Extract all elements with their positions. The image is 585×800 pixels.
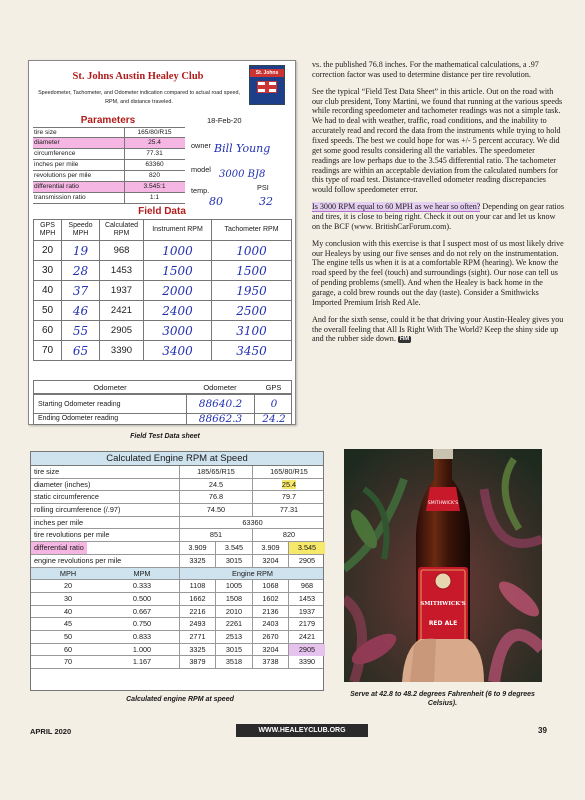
- table-row: [31, 618, 323, 631]
- table-cell: 70: [63, 657, 73, 667]
- highlighted-question: Is 3000 RPM equal to 60 MPH as we hear so often?: [312, 202, 481, 212]
- table-row: [31, 606, 323, 619]
- field-test-data-sheet: [28, 60, 296, 425]
- table-row: [31, 656, 323, 669]
- col-header: GPS MPH: [34, 220, 62, 241]
- table-cell: 3015: [215, 644, 252, 656]
- col-header: Speedo MPH: [62, 220, 100, 241]
- calc-table-title: Calculated Engine RPM at Speed: [31, 452, 323, 466]
- paragraph: Is 3000 RPM equal to 60 MPH as we hear so often? Depending on gear ratios and tires, it is close to being right. Check it out on your car and let us know on the BCF (www. BritishCarForum.com).: [312, 202, 564, 231]
- table-cell: 1662: [179, 593, 215, 605]
- table-cell: 3204: [252, 644, 288, 656]
- table-cell: 1508: [215, 593, 252, 605]
- table-cell: 1108: [179, 580, 215, 592]
- param-row: inches per mile 63360: [33, 160, 185, 171]
- param-row-diameter: diameter 25.4: [33, 138, 185, 149]
- temp-value: 80: [209, 195, 223, 208]
- param-row-differential: differential ratio 3.545:1: [33, 182, 185, 193]
- parameters-title: Parameters: [33, 115, 183, 128]
- table-cell: 2403: [252, 618, 288, 630]
- table-cell: 2513: [215, 631, 252, 643]
- table-row-tire-revs: tire revolutions per mile 851 820: [31, 529, 323, 542]
- table-row: 40 37 1937 2000 1950: [34, 281, 292, 301]
- sheet-date: 18-Feb-20: [207, 116, 242, 125]
- hm-end-mark-icon: HM: [399, 335, 410, 342]
- paragraph: And for the sixth sense, could it be that driving your Austin-Healey gives you the overall feeling that All Is Right With The World? Keep the shiny side up and the rubber side down. HM: [312, 314, 564, 344]
- union-jack-icon: [257, 81, 277, 93]
- table-row: 50 46 2421 2400 2500: [34, 301, 292, 321]
- model-value: 3000 BJ8: [219, 169, 266, 180]
- table-cell: 1.000: [132, 644, 152, 654]
- issue-date: APRIL 2020: [30, 727, 72, 736]
- table-row: 60 55 2905 3000 3100: [34, 321, 292, 341]
- speed-header-row: MPH MPM Engine RPM: [31, 568, 323, 581]
- param-row: revolutions per mile 820: [33, 171, 185, 182]
- table-cell: 2493: [179, 618, 215, 630]
- table-cell: 2136: [252, 606, 288, 618]
- table-row-differential: differential ratio 3.909 3.545 3.909 3.545: [31, 542, 323, 555]
- table-cell: 3738: [252, 656, 288, 668]
- table-cell: 2010: [215, 606, 252, 618]
- psi-label: PSI: [257, 183, 269, 192]
- table-row-tire-size: tire size 185/65/R15 165/80/R15: [31, 466, 323, 479]
- table-cell: 2905: [288, 644, 325, 656]
- club-website-link[interactable]: WWW.HEALEYCLUB.ORG: [236, 724, 368, 737]
- table-row: 30 28 1453 1500 1500: [34, 261, 292, 281]
- brand-label: SMITHWICK'S: [420, 601, 466, 607]
- field-data-title: Field Data: [138, 206, 186, 217]
- table-cell: 3325: [179, 644, 215, 656]
- table-cell: 45: [63, 619, 73, 629]
- page-number: 39: [538, 726, 547, 735]
- param-row: transmission ratio 1:1: [33, 193, 185, 204]
- photo-caption: Serve at 42.8 to 48.2 degrees Fahrenheit (6 to 9 degrees Celsius).: [350, 691, 535, 708]
- table-cell: 1068: [252, 580, 288, 592]
- table-row: [31, 580, 323, 593]
- col-header: Instrument RPM: [144, 220, 212, 241]
- odometer-header-row: Odometer Odometer GPS: [33, 380, 292, 394]
- owner-label: owner: [191, 141, 211, 150]
- table-cell: 1453: [288, 593, 325, 605]
- photo-illustration: [344, 449, 542, 682]
- table-row-static: static circumference 76.8 79.7: [31, 491, 323, 504]
- table-cell: 40: [63, 606, 73, 616]
- table-row-rolling: rolling circumference (/.97) 74.50 77.31: [31, 504, 323, 517]
- table-cell: 3390: [288, 656, 325, 668]
- table-cell: 0.333: [132, 581, 152, 591]
- owner-value: Bill Young: [214, 142, 271, 155]
- col-header: Calculated RPM: [100, 220, 144, 241]
- calc-table-caption: Calculated engine RPM at speed: [126, 696, 234, 703]
- table-row: 70 65 3390 3400 3450: [34, 341, 292, 361]
- paragraph: vs. the published 76.8 inches. For the mathematical calculations, a .97 correction factor was used to determine distance per tire revolution.: [312, 60, 539, 79]
- table-row-inches-per-mile: inches per mile 63360: [31, 517, 323, 530]
- field-sheet-caption: Field Test Data sheet: [130, 433, 200, 440]
- sheet-description: Speedometer, Tachometer, and Odometer indication compared to actual road speed, RPM, and distance traveled.: [38, 90, 240, 105]
- table-cell: 2421: [288, 631, 325, 643]
- table-cell: 50: [63, 631, 73, 641]
- paragraph: My conclusion with this exercise is that I suspect most of us most likely drive our Healeys by using our five senses and do not rely on the instrumentation. The engine tells us when it is at a comfortable RPM (hearing). We know the road speed by the feel (touch) and surroundings (sight). Our nose can tell us of pending problems (smell). And when the Healey is back home in the garage, a cold brew rounds out the day (taste). Consider a Smithwicks Imported Premium Irish Red Ale.: [312, 238, 564, 307]
- table-cell: 60: [63, 644, 73, 654]
- table-cell: 3879: [179, 656, 215, 668]
- table-cell: 0.750: [132, 619, 152, 629]
- table-cell: 2771: [179, 631, 215, 643]
- speed-rows: [31, 580, 323, 669]
- table-cell: 0.500: [132, 593, 152, 603]
- club-badge-logo: St. Johns: [249, 65, 285, 105]
- table-row: [31, 644, 323, 657]
- table-cell: 2670: [252, 631, 288, 643]
- psi-value: 32: [259, 195, 273, 208]
- model-label: model: [191, 165, 211, 174]
- ending-odometer-row: Ending Odometer reading 88662.3 24.2: [33, 414, 292, 425]
- field-data-table: [33, 219, 292, 361]
- table-cell: 20: [63, 581, 73, 591]
- table-cell: 3518: [215, 656, 252, 668]
- table-cell: 1005: [215, 580, 252, 592]
- table-cell: 1937: [288, 606, 325, 618]
- starting-odometer-row: Starting Odometer reading 88640.2 0: [33, 394, 292, 414]
- param-row: tire size 165/80/R15: [33, 127, 185, 138]
- table-row: [31, 631, 323, 644]
- paragraph: See the typical “Field Test Data Sheet” in this article. Out on the road with our club president, Tony Martini, we found that running at the various speeds while recording speedometer and tachometer readings was not a simple task. We had to deal with weather, traffic, road conditions, and the inability to accurately read and record the data from the instruments while trying to hold fixed speeds. The best we could hope for was +/- 5 percent accuracy. We did get some good results considering all the variables. The speedometer readings are low perhaps due to the 3.545 differential ratio. The tachometer readings are within an acceptable deviation from the calculated numbers for this type of road test. Distance-travelled odometer reading discrepancies would follow speedometer error.: [312, 86, 563, 195]
- red-ale-label: RED ALE: [428, 620, 458, 627]
- table-cell: 0.667: [132, 606, 152, 616]
- table-cell: 968: [288, 580, 325, 592]
- table-cell: 0.833: [132, 631, 152, 641]
- table-cell: 2179: [288, 618, 325, 630]
- table-cell: 2216: [179, 606, 215, 618]
- table-row: 20 19 968 1000 1000: [34, 241, 292, 261]
- neck-label: SMITHWICK'S: [427, 501, 459, 506]
- col-header: Tachometer RPM: [212, 220, 292, 241]
- table-row-diameter: diameter (inches) 24.5 25.4: [31, 479, 323, 492]
- table-cell: 30: [63, 593, 73, 603]
- article-column: [312, 60, 564, 351]
- table-cell: 1.167: [132, 657, 152, 667]
- table-row-engine-revs: engine revolutions per mile 3325 3015 3204 2905: [31, 555, 323, 568]
- table-cell: 1602: [252, 593, 288, 605]
- temp-label: temp.: [191, 186, 210, 195]
- table-row: [31, 593, 323, 606]
- club-title: St. Johns Austin Healey Club: [72, 71, 204, 82]
- table-header-row: [34, 220, 292, 241]
- calculated-rpm-table: [30, 451, 324, 691]
- param-row: circumference 77.31: [33, 149, 185, 160]
- table-cell: 2261: [215, 618, 252, 630]
- beer-bottle-photo: [344, 449, 542, 682]
